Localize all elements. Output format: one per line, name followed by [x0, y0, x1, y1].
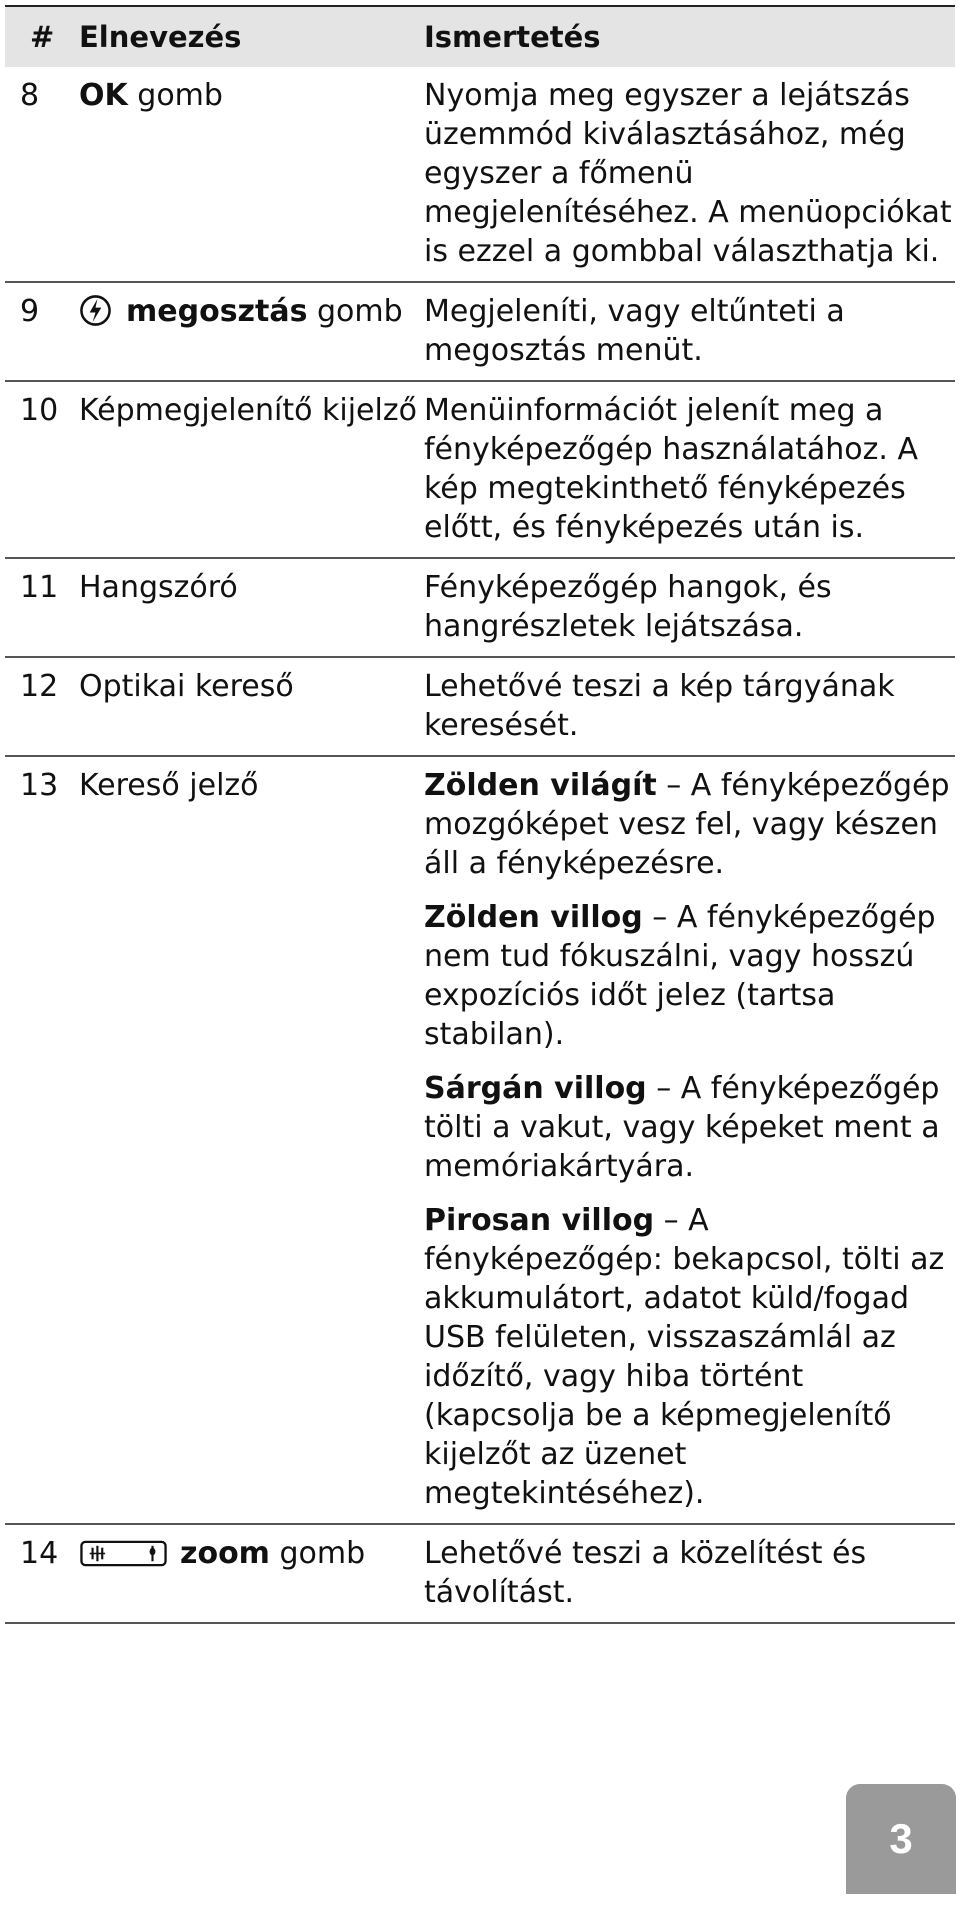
- table-row: [5, 757, 955, 1525]
- row-name: [72, 1534, 417, 1612]
- row-name: Hangszóró: [79, 570, 238, 605]
- header-number: #: [30, 20, 55, 54]
- page-number-badge: [846, 1784, 956, 1894]
- status-text: – A fényképezőgép mozgóképet vesz fel, vagy készen áll a fényképezésre.: [424, 768, 950, 881]
- row-description: Menüinformációt jelenít meg a fényképezőgép használatához. A kép megtekinthető fényképezés előtt, és fényképezés után is.: [424, 393, 918, 545]
- row-number: 10: [20, 393, 59, 428]
- row-number: 14: [20, 1536, 59, 1571]
- parts-table: [5, 5, 955, 1624]
- table-row: [5, 559, 955, 658]
- table-row: [5, 1525, 955, 1624]
- row-number: 13: [20, 768, 59, 803]
- row-name-rest: gomb: [269, 1536, 366, 1571]
- row-description: Megjeleníti, vagy eltűnteti a megosztás menüt.: [424, 294, 845, 368]
- status-label: Pirosan villog: [424, 1203, 655, 1238]
- status-label: Sárgán villog: [424, 1071, 647, 1106]
- row-name: [72, 76, 417, 271]
- row-name: Képmegjelenítő kijelző: [79, 393, 417, 428]
- zoom-lever-icon: [79, 1539, 168, 1568]
- row-name: [72, 292, 417, 370]
- page-number: 3: [889, 1815, 913, 1862]
- row-number: 8: [20, 78, 40, 113]
- row-name-bold: megosztás: [126, 294, 308, 329]
- row-number: 11: [20, 570, 59, 605]
- status-label: Zölden villog: [424, 900, 643, 935]
- status-text: – A fényképezőgép tölti a vakut, vagy képeket ment a memóriakártyára.: [424, 1071, 940, 1184]
- header-description: Ismertetés: [424, 20, 601, 54]
- row-name-rest: gomb: [127, 78, 223, 113]
- row-name: Optikai kereső: [79, 669, 294, 704]
- row-description: [417, 766, 955, 1513]
- row-name-rest: gomb: [307, 294, 403, 329]
- table-row: [5, 67, 955, 283]
- table-row: [5, 658, 955, 757]
- row-name: Kereső jelző: [79, 768, 259, 803]
- status-paragraph: [424, 766, 955, 883]
- row-name-bold: OK: [79, 78, 128, 113]
- row-number: 12: [20, 669, 59, 704]
- row-description: Lehetővé teszi a kép tárgyának keresését.: [424, 669, 895, 743]
- row-description: Lehetővé teszi a közelítést és távolítást.: [424, 1536, 867, 1610]
- status-paragraph: [424, 898, 955, 1054]
- status-text: – A fényképezőgép nem tud fókuszálni, vagy hosszú expozíciós időt jelez (tartsa stabilan).: [424, 900, 936, 1052]
- status-text: – A fényképezőgép: bekapcsol, tölti az akkumulátort, adatot küld/fogad USB felületen, visszaszámlál az időzítő, vagy hiba történt (kapcsolja be a képmegjelenítő kijelzőt az üzenet megtekintéséhez).: [424, 1203, 945, 1511]
- table-header: [5, 5, 955, 67]
- row-description: Nyomja meg egyszer a lejátszás üzemmód kiválasztásához, még egyszer a főmenü megjelenítéséhez. A menüopciókat is ezzel a gombbal választhatja ki.: [424, 78, 952, 269]
- status-paragraph: [424, 1201, 955, 1513]
- status-label: Zölden világít: [424, 768, 657, 803]
- row-description: Fényképezőgép hangok, és hangrészletek lejátszása.: [424, 570, 832, 644]
- table-row: [5, 283, 955, 382]
- table-row: [5, 382, 955, 559]
- row-number: 9: [20, 294, 40, 329]
- row-name-bold: zoom: [180, 1536, 270, 1571]
- header-name: Elnevezés: [79, 20, 242, 54]
- share-icon: [79, 294, 112, 327]
- status-paragraph: [424, 1069, 955, 1186]
